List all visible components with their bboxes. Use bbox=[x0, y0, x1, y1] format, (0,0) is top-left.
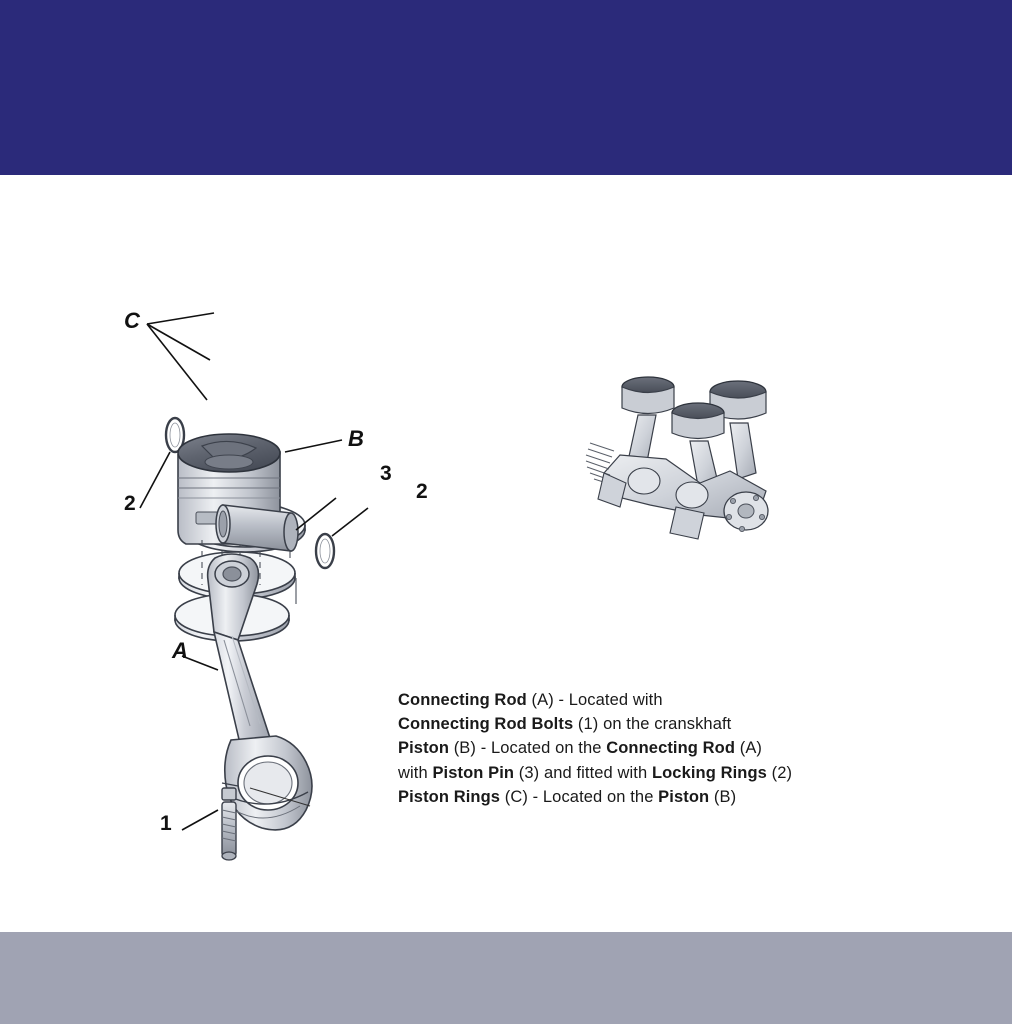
callout-leader-1 bbox=[182, 810, 218, 830]
caption-text-5a: (C) - Located on the bbox=[500, 787, 659, 806]
caption-text-1: (A) - Located with bbox=[526, 691, 663, 709]
caption-text-4a: with bbox=[398, 763, 433, 782]
caption-term-piston-rings: Piston Rings bbox=[398, 787, 501, 806]
caption-text-5b: (B) bbox=[709, 787, 737, 806]
callout-leader-2-left bbox=[140, 452, 170, 508]
callout-leader-b bbox=[285, 440, 342, 452]
caption-text-2: (1) on the cranskhaft bbox=[573, 715, 732, 734]
locking-ring-right bbox=[316, 534, 334, 568]
caption-term-connecting-rod: Connecting Rod bbox=[398, 691, 527, 709]
right-margin bbox=[1012, 0, 1024, 1024]
caption-block bbox=[398, 688, 868, 809]
callout-leader-3 bbox=[296, 498, 336, 530]
callout-label-2-left: 2 bbox=[124, 492, 136, 515]
callout-leader-c bbox=[147, 313, 214, 400]
footer-band bbox=[0, 932, 1012, 1024]
callout-label-c: C bbox=[124, 308, 140, 333]
caption-term-piston-pin: Piston Pin bbox=[432, 763, 515, 782]
caption-text-3a: (B) - Located on the bbox=[449, 739, 607, 758]
caption-term-locking-rings: Locking Rings bbox=[651, 763, 767, 782]
caption-line-2 bbox=[398, 712, 868, 736]
caption-line-3 bbox=[398, 736, 868, 760]
caption-text-4b: (3) and fitted with bbox=[514, 763, 652, 782]
callout-label-a: A bbox=[172, 638, 188, 663]
engine-assembly-svg bbox=[580, 355, 810, 585]
caption-line-4 bbox=[398, 761, 868, 785]
caption-term-connecting-rod-bolts: Connecting Rod Bolts bbox=[398, 715, 574, 734]
caption-term-piston-2: Piston bbox=[658, 787, 710, 806]
header-band bbox=[0, 0, 1012, 175]
callout-label-3: 3 bbox=[380, 462, 392, 485]
assembly-piston-front bbox=[622, 377, 674, 467]
callout-label-b: B bbox=[348, 426, 364, 451]
caption-term-connecting-rod-2: Connecting Rod bbox=[606, 739, 736, 758]
caption-text-4c: (2) bbox=[766, 763, 793, 782]
caption-line-1 bbox=[398, 688, 868, 712]
caption-text-3b: (A) bbox=[735, 739, 763, 758]
caption-line-5 bbox=[398, 785, 868, 809]
callout-label-1: 1 bbox=[160, 812, 172, 835]
engine-assembly-illustration bbox=[580, 355, 810, 585]
callout-leader-2-right bbox=[332, 508, 368, 536]
callout-label-2-right: 2 bbox=[416, 480, 428, 503]
caption-term-piston: Piston bbox=[398, 739, 450, 758]
connecting-rod-bolt bbox=[220, 788, 238, 860]
